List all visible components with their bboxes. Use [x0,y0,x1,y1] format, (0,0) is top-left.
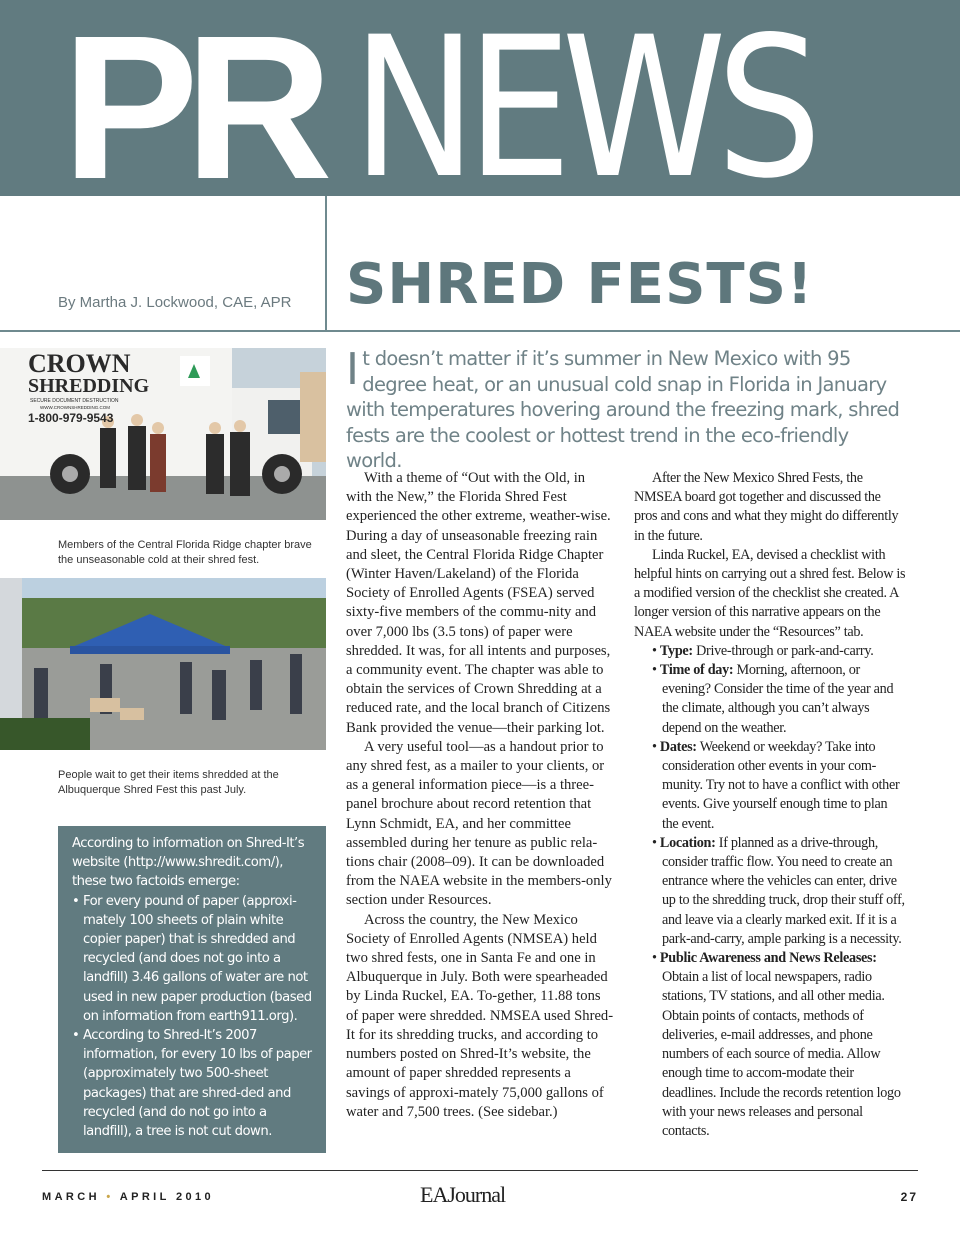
article-column-2 [634,469,906,1141]
sidebar-list [72,892,316,1142]
crowd-illustration [0,578,326,750]
divider-vertical [325,196,327,332]
footer-rule [42,1170,918,1171]
byline: By Martha J. Lockwood, CAE, APR [58,294,292,311]
checklist-item: • Time of day: Morning, afternoon, or evening? Consider the time of the year and the climate, although you can’t always depend on the weather. [652,662,894,736]
checklist-item: • Dates: Weekend or weekday? Take into consideration other events in your com-munity. Try not to have a conflict with other events. Give yourself enough time to plan the event. [652,738,900,832]
footer-month2: APRIL 2010 [119,1191,215,1203]
page-number: 27 [900,1190,918,1204]
checklist-item: • Public Awareness and News Releases: Obtain a list of local newspapers, radio stations, TV stations, and all other media. Obtain points of contacts, methods of deliveries, e-mail addresses, and phone numbers of each source of media. Allow enough time to accom-modate their deadlines. Include the records retention logo with your news releases and personal contacts. [652,950,901,1139]
sidebar-intro: According to information on Shred-It’s website (http://www.shredit.com/), these two factoids emerge: [72,836,305,890]
intro-text: t doesn’t matter if it’s summer in New Mexico with 95 degree heat, or an unusual cold snap in Florida in January with temperatures hovering around the freezing mark, shred fests are the coolest or hottest trend in the eco-friendly world. [346,347,900,472]
checklist [634,642,906,1141]
truck-web: WWW.CROWNSHREDDING.COM [40,405,110,410]
checklist-label: Location: [659,834,716,851]
checklist-item: • Location: If planned as a drive-through, consider traffic flow. You need to create an entrance where the vehicles can enter, drive up to the shredding truck, drop their stuff off, and leave via a clearly marked exit. If it is a park-and-carry, ample parking is a necessity. [652,834,905,947]
footer-month1: MARCH [42,1191,100,1203]
intro-deck [346,346,906,474]
article-column-1 [346,469,614,1122]
checklist-item: • Type: Drive-through or park-and-carry. [652,642,874,659]
checklist-text: Weekend or weekday? Take into consideration other events in your com-munity. Try not to have a conflict with other events. Give yourself enough time to plan the event. [662,738,900,832]
paragraph: A very useful tool—as a handout prior to any shred fest, as a mailer to your clients, or as a general information piece—is a three-panel brochure about record retention that Lynn Schmidt, EA, and her committee assembled during her tenure as public rela-tions chair (2008–09). It can be downloaded from the NAEA website in the members-only section under Resources. [346,738,612,909]
photo-shred-truck [0,348,326,520]
checklist-label: Type: [659,642,693,659]
caption-photo2: People wait to get their items shredded at the Albuquerque Shred Fest this past July. [58,769,279,796]
headline: SHRED FESTS! [346,252,814,317]
sidebar-item: • For every pound of paper (approxi-mately 100 sheets of plain white copier paper) that is shredded and recycled (and does not go into a landfill) 3.46 gallons of water are not used in new paper production (based on information from earth911.org). [72,893,312,1024]
drop-cap: I [346,344,359,395]
truck-line2: SHREDDING [28,375,150,397]
sidebar-item: • According to Shred-It’s 2007 information, for every 10 lbs of paper (approximately two 500-sheet packages) that are shred-ded and recycled (and do not go into a landfill), a tree is not cut down. [72,1028,312,1140]
truck-brand: CROWN [28,349,131,378]
footer-logo: EAJournal [420,1182,506,1207]
footer-issue-date [42,1191,214,1203]
footer-bullet: • [106,1191,114,1203]
checklist-label: Public Awareness and News Releases: [659,950,877,967]
truck-illustration [0,348,326,520]
checklist-text: Obtain a list of local newspapers, radio stations, TV stations, and all other media. Obtain points of contacts, methods of deliveries, e-mail addresses, and phone numbers of each source of media. Allow enough time to accom-modate their deadlines. Include the records retention logo with your news releases and personal contacts. [662,969,901,1139]
masthead-banner [0,0,960,196]
sidebar-factoids [58,826,326,1153]
paragraph: With a theme of “Out with the Old, in with the New,” the Florida Shred Fest experienced the other extreme, weather-wise. During a day of unseasonable freezing rain and sleet, the Central Florida Ridge Chapter (Winter Haven/Lakeland) of the Florida Society of Enrolled Agents (FSEA) served sixty-five members of the commu-nity and over 7,000 lbs (3.5 tons) of paper were shredded. It was, for all intents and purposes, a community event. The chapter was able to obtain the services of Crown Shredding at a reduced rate, and the local branch of Citizens Bank provided the venue—their parking lot. [346,470,611,736]
divider-horizontal [0,330,960,332]
masthead-news: NEWS [352,0,812,196]
truck-line3: SECURE DOCUMENT DESTRUCTION [30,398,119,404]
checklist-text: If planned as a drive-through, consider traffic flow. You need to create an entrance where the vehicles can enter, drive up to the shredding truck, drop their stuff off, and leave via a clearly marked exit. If it is a park-and-carry, ample parking is a necessity. [662,834,905,947]
caption-photo1: Members of the Central Florida Ridge chapter brave the unseasonable cold at their shred fest. [58,539,312,566]
truck-phone: 1-800-979-9543 [28,411,114,425]
checklist-text: Drive-through or park-and-carry. [692,642,874,659]
paragraph: After the New Mexico Shred Fests, the NMSEA board got together and discussed the pros and cons and what they might do differently in the future. [634,470,899,544]
checklist-label: Dates: [659,738,697,755]
photo-albuquerque-crowd [0,578,326,750]
checklist-label: Time of day: [659,662,734,679]
paragraph: Across the country, the New Mexico Society of Enrolled Agents (NMSEA) held two shred fests, one in Santa Fe and one in Albuquerque in July. Both were spearheaded by Linda Ruckel, EA. To-gether, 11.88 tons of paper were shredded. NMSEA used Shred-It for its shredding trucks, and according to numbers posted on Shred-It’s website, the amount of paper shredded represents a savings of approxi-mately 75,000 gallons of water and 7,500 trees. (See sidebar.) [346,911,614,1120]
masthead-pr: PR [62,0,319,196]
paragraph: Linda Ruckel, EA, devised a checklist with helpful hints on carrying out a shred fest. Below is a modified version of the checklist she created. A longer version of this narrative appears on the NAEA website under the “Resources” tab. [634,546,906,640]
checklist-text: Morning, afternoon, or evening? Consider the time of the year and the climate, although you can’t always depend on the weather. [662,662,894,736]
